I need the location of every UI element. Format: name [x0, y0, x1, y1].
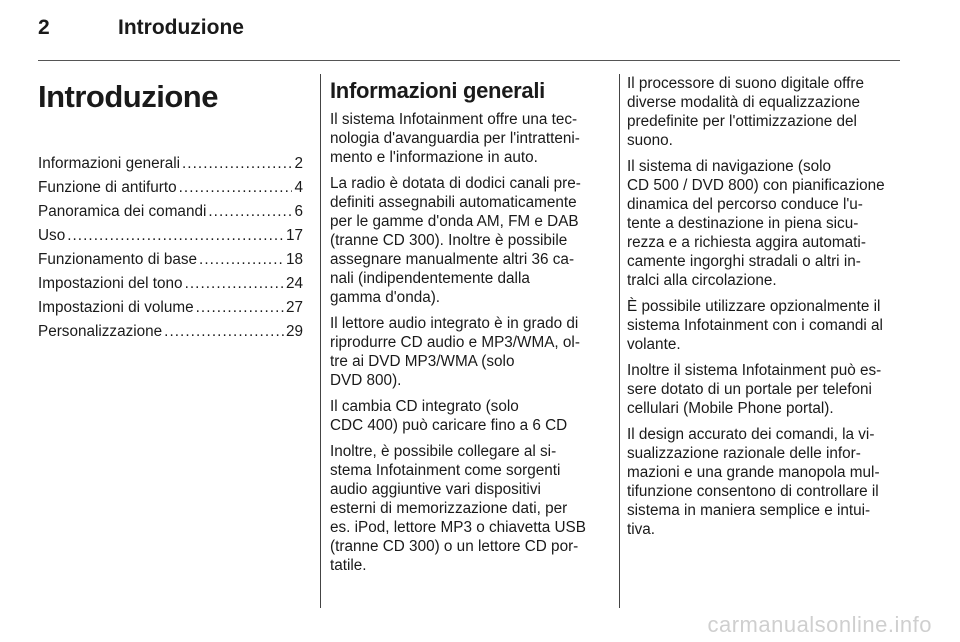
body-paragraph: Inoltre, è possibile collegare al si- stema Infotainment come sorgenti audio aggiuntive vari dispositivi esterni di memorizzazione dati, per es. iPod, lettore MP3 o chiavetta USB (tranne CD 300) o un lettore CD por- tatile. [330, 443, 586, 574]
toc-entry[interactable] [38, 154, 303, 178]
column-divider [619, 74, 620, 608]
column-divider [320, 74, 321, 608]
toc-entry-title: Impostazioni del tono [38, 275, 183, 292]
toc-entry[interactable] [38, 226, 303, 250]
body-paragraph: Inoltre il sistema Infotainment può es- sere dotato di un portale per telefoni cellulari (Mobile Phone portal). [627, 362, 882, 417]
body-paragraph: Il sistema di navigazione (solo CD 500 / DVD 800) con pianificazione dinamica del percorso conduce l'u- tente a destinazione in piena sicu- rezza e a richiesta aggira automati- camente ingorghi stradali o altri in- tralci alla circolazione. [627, 158, 885, 289]
toc-entry-title: Panoramica dei comandi [38, 203, 207, 220]
body-paragraph: Il sistema Infotainment offre una tec- nologia d'avanguardia per l'intratteni- mento e l'informazione in auto. [330, 111, 580, 166]
watermark: carmanualsonline.info [707, 612, 932, 637]
toc-entry[interactable] [38, 322, 303, 346]
toc-entry[interactable] [38, 274, 303, 298]
toc-entry-title: Funzionamento di base [38, 251, 198, 268]
body-paragraph: Il processore di suono digitale offre diverse modalità di equalizzazione predefinite per l'ottimizzazione del suono. [627, 75, 864, 149]
toc-leader-dots [185, 274, 284, 293]
table-of-contents [38, 154, 303, 346]
toc-entry[interactable] [38, 178, 303, 202]
toc-column [38, 68, 303, 346]
toc-leader-dots [208, 202, 292, 221]
toc-entry-title: Impostazioni di volume [38, 299, 194, 316]
section-body [330, 110, 603, 575]
body-column-right [627, 68, 902, 546]
toc-entry-title: Uso [38, 227, 66, 244]
toc-entry-title: Funzione di antifurto [38, 179, 177, 196]
toc-leader-dots [164, 322, 284, 341]
running-title: Introduzione [118, 16, 244, 39]
toc-entry-page: 27 [285, 299, 303, 316]
toc-entry-page: 2 [294, 155, 303, 172]
toc-entry-page: 24 [285, 275, 303, 292]
toc-entry-page: 29 [285, 323, 303, 340]
body-paragraph: Il design accurato dei comandi, la vi- sualizzazione razionale delle infor- mazioni e una grande manopola mul- tifunzione consentono di controllare il sistema in maniera semplice e intui- tiva. [627, 426, 880, 538]
toc-leader-dots [67, 226, 284, 245]
body-column-middle [330, 68, 603, 582]
toc-leader-dots [196, 298, 284, 317]
toc-entry-page: 4 [294, 179, 303, 196]
body-paragraph: Il cambia CD integrato (solo CDC 400) può caricare fino a 6 CD [330, 398, 568, 434]
toc-leader-dots [199, 250, 284, 269]
body-paragraph: Il lettore audio integrato è in grado di riprodurre CD audio e MP3/WMA, ol- tre ai DVD MP3/WMA (solo DVD 800). [330, 315, 580, 389]
toc-entry-page: 6 [294, 203, 303, 220]
toc-leader-dots [179, 178, 293, 197]
body-paragraph: La radio è dotata di dodici canali pre- definiti assegnabili automaticamente per le gamme d'onda AM, FM e DAB (tranne CD 300). Inoltre è possibile assegnare manualmente altri 36 ca- nali (indipendentemente dalla gamma d'onda). [330, 175, 581, 306]
toc-entry[interactable] [38, 202, 303, 226]
section-title: Informazioni generali [330, 78, 545, 103]
toc-leader-dots [182, 154, 292, 173]
toc-entry-title: Personalizzazione [38, 323, 163, 340]
chapter-title: Introduzione [38, 79, 218, 114]
page-number: 2 [38, 16, 50, 39]
toc-entry-title: Informazioni generali [38, 155, 180, 172]
body-paragraph: È possibile utilizzare opzionalmente il sistema Infotainment con i comandi al volante. [627, 298, 883, 353]
toc-entry-page: 17 [285, 227, 303, 244]
toc-entry[interactable] [38, 250, 303, 274]
header-rule [38, 60, 900, 61]
section-body-continued [627, 74, 902, 539]
toc-entry-page: 18 [285, 251, 303, 268]
toc-entry[interactable] [38, 298, 303, 322]
